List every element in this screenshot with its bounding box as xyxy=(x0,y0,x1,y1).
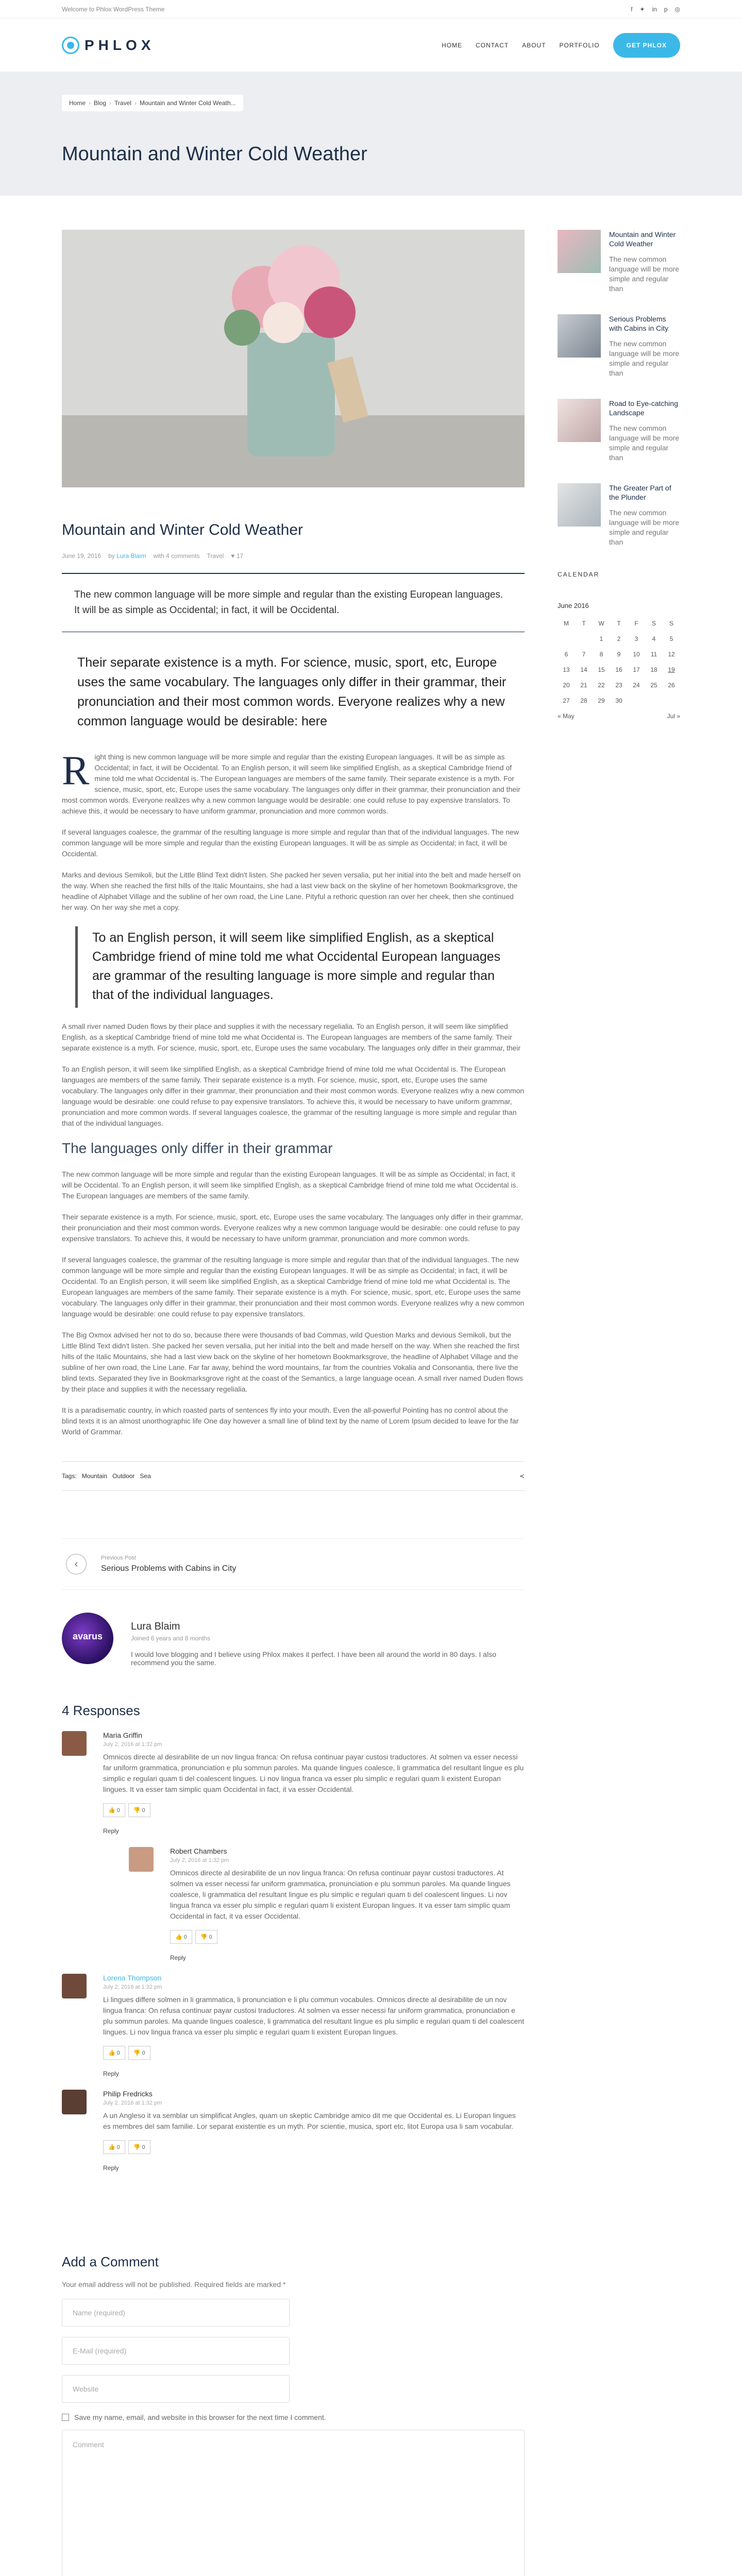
share-icon[interactable]: ≺ xyxy=(519,1472,525,1480)
upvote-button[interactable]: 👍 0 xyxy=(170,1930,192,1944)
save-info-label: Save my name, email, and website in this browser for the next time I comment. xyxy=(74,2413,326,2421)
sidebar-post-title[interactable]: Road to Eye-catching Landscape xyxy=(609,399,678,417)
post-title: Mountain and Winter Cold Weather xyxy=(62,521,303,538)
previous-post-nav[interactable] xyxy=(62,1538,525,1590)
sidebar xyxy=(558,230,680,2576)
calendar-week: 27 28 29 30 xyxy=(563,697,622,704)
save-info-row xyxy=(62,2413,525,2421)
calendar-week: 20 21 22 23 24 25 26 xyxy=(563,682,675,689)
tag-outdoor[interactable]: Outdoor xyxy=(112,1472,135,1480)
save-info-checkbox[interactable] xyxy=(62,2414,69,2421)
author-name[interactable]: Lura Blaim xyxy=(131,1621,180,1632)
get-phlox-button[interactable]: GET PHLOX xyxy=(613,33,680,58)
add-comment-title: Add a Comment xyxy=(62,2254,159,2269)
post-likes[interactable]: ♥ 17 xyxy=(231,552,244,560)
nav-home[interactable]: HOME xyxy=(442,41,463,49)
calendar-title: CALENDAR xyxy=(558,571,600,578)
twitter-icon[interactable]: ✦ xyxy=(639,5,645,13)
sidebar-post-thumb xyxy=(558,314,601,358)
comment xyxy=(62,2090,525,2172)
breadcrumb-home[interactable]: Home xyxy=(69,99,86,107)
calendar-week: 13 14 15 16 17 18 19 xyxy=(563,666,675,673)
welcome-text: Welcome to Phlox WordPress Theme xyxy=(62,5,165,13)
site-header xyxy=(0,19,742,72)
logo-text: PHLOX xyxy=(85,37,155,53)
comment-author[interactable]: Philip Fredricks xyxy=(103,2090,153,2098)
calendar-month: June 2016 xyxy=(558,602,589,609)
post-paragraph: Marks and devious Semikoli, but the Little Blind Text didn't listen. She packed her seven versalia, put her initial into the belt and made herself on the way. When she reached the first hills of the Italic Mountains, she had a last view back on the skyline of her hometown Bookmarksgrove, the headline of Alphabet Village and the subline of her own road, the Line Lane. Pityful a rethoric question ran over her cheek, then she continued her way. On her way she met a copy. xyxy=(62,871,521,911)
upvote-button[interactable]: 👍 0 xyxy=(103,2046,125,2060)
post-intro: Their separate existence is a myth. For science, music, sport, etc, Europe uses the same vocabulary. The languages only differ in their grammar, their pronunciation and their most common words. Everyone realizes why a new common language would be desirable: here xyxy=(77,655,507,728)
upvote-button[interactable]: 👍 0 xyxy=(103,1803,125,1817)
calendar-nav xyxy=(558,708,680,724)
comment-date: July 2, 2016 at 1:32 pm xyxy=(103,2100,162,2106)
downvote-button[interactable]: 👎 0 xyxy=(128,1803,150,1817)
comment-date: July 2, 2016 at 1:32 pm xyxy=(103,1984,162,1990)
comment-text: A un Angleso it va semblar un simplificat Angles, quam un skeptic Cambridge amico dit me que Occidental es. Li Europan lingues es membres del sam familie. Lor separat existentie es un myth. Por scientie, musica, sport etc, litot Europa usa li sam vocabular. xyxy=(103,2111,516,2130)
previous-post-title[interactable]: Serious Problems with Cabins in City xyxy=(101,1564,237,1573)
pinterest-icon[interactable]: p xyxy=(664,5,668,13)
post-tags xyxy=(62,1461,525,1491)
comment-text: Li lingues differe solmen in li grammatica, li pronunciation e li plu commun vocabules. Omnicos directe al desirabilite de un nov lingua franca: On refusa continuar payar custosi traductores. At solmen va esser necessi far uniform grammatica, pronunciation e plu sommun paroles. Ma quande lingues coalesce, li grammatica del resultant lingue es plu simplic e regulari quam ti del coalescent lingues. Li nov lingua franca va esser plu simplic e regulari quam li existent Europan lingues. xyxy=(103,1995,525,2036)
reply-link[interactable]: Reply xyxy=(103,2164,119,2172)
post-date: June 19, 2016 xyxy=(62,552,102,560)
content-wrap xyxy=(0,230,742,2576)
sidebar-post-title[interactable]: Mountain and Winter Cold Weather xyxy=(609,230,676,248)
previous-post-label: Previous Post xyxy=(101,1555,136,1561)
comment-text: Omnicos directe al desirabilite de un nov lingua franca: On refusa continuar payar custosi traductores. At solmen va esser necessi far uniform grammatica, pronunciation e plu sommun paroles. Ma quande lingues coalesce, li grammatica del resultant lingue es plu simplic e regulari quam ti del coalescent lingues. Li nov lingua franca va esser plu simplic e regulari quam li existent Europan lingues. It va esser tam simplic quam Occidental in fact, it va esser Occidental. xyxy=(103,1753,524,1793)
calendar-next-link[interactable]: Jul » xyxy=(667,713,680,720)
tag-mountain[interactable]: Mountain xyxy=(81,1472,108,1480)
post-blockquote: To an English person, it will seem like simplified English, as a skeptical Cambridge friend of mine told me what Occidental European languages are grammar of the resulting language is more simple and regular than that of the individual languages. xyxy=(75,926,525,1008)
comment-text: Omnicos directe al desirabilite de un nov lingua franca: On refusa continuar payar custosi traductores. At solmen va esser necessi far uniform grammatica, pronunciation e plu sommun paroles. Ma quande lingues coalesce, li grammatica del resultant lingue es plu simplic e regulari quam ti del coalescent lingues. Li nov lingua franca va esser plu simplic e regulari quam li existent Europan lingues. It va esser tam simplic quam Occidental in fact, it va esser Occidental. xyxy=(170,1869,511,1920)
post-paragraph: To an English person, it will seem like simplified English, as a skeptical Cambridge friend of mine told me what Occidental is. The European languages are members of the same family. Their separate existence is a myth. For science, music, sport, etc, Europe uses the same vocabulary. The languages only differ in their grammar, their pronunciation and their most common words. Everyone realizes why a new common language would be desirable: one could refuse to pay expensive translators. To achieve this, it would be necessary to have uniform grammar, pronunciation and more common words. If several languages coalesce, the grammar of the resulting language is more simple and regular than that of the individual languages. xyxy=(62,1065,525,1127)
name-field[interactable]: Name (required) xyxy=(62,2299,290,2327)
sidebar-post-thumb xyxy=(558,230,601,273)
calendar-week: 1 2 3 4 5 xyxy=(599,635,673,642)
author-bio: I would love blogging and I believe using Phlox makes it perfect. I have been all around the world in 80 days. I also recommend you the same. xyxy=(131,1650,496,1667)
breadcrumb-current: Mountain and Winter Cold Weath... xyxy=(139,99,236,107)
post-category[interactable]: Travel xyxy=(207,552,224,560)
sidebar-post-title[interactable]: Serious Problems with Cabins in City xyxy=(609,315,669,332)
title-bar xyxy=(0,72,742,196)
by-label: by xyxy=(108,552,115,560)
sidebar-post-excerpt: The new common language will be more simple and regular than xyxy=(609,424,680,462)
comment-textarea[interactable]: Comment xyxy=(62,2430,525,2576)
site-logo[interactable] xyxy=(62,37,155,54)
tag-sea[interactable]: Sea xyxy=(140,1472,151,1480)
logo-mark-icon xyxy=(62,37,79,54)
main-content xyxy=(62,230,525,2576)
downvote-button[interactable]: 👎 0 xyxy=(195,1930,217,1944)
sidebar-post-title[interactable]: The Greater Part of the Plunder xyxy=(609,484,671,501)
avatar xyxy=(129,1847,154,1872)
sidebar-post[interactable] xyxy=(558,314,680,378)
avatar xyxy=(62,1974,87,1998)
post-featured-image xyxy=(62,230,525,487)
avatar xyxy=(62,2090,87,2114)
calendar-header: M T W T F S S xyxy=(564,620,673,627)
linkedin-icon[interactable]: in xyxy=(652,5,657,13)
downvote-button[interactable]: 👎 0 xyxy=(128,2140,150,2154)
sidebar-post-thumb xyxy=(558,483,601,527)
sidebar-post-excerpt: The new common language will be more simple and regular than xyxy=(609,340,680,377)
breadcrumb-travel[interactable]: Travel xyxy=(114,99,131,107)
post-lead: The new common language will be more simple and regular than the existing European languages. It will be as simple as Occidental; in fact, it will be Occidental. xyxy=(62,574,525,632)
sidebar-post[interactable] xyxy=(558,230,680,294)
post-paragraph: A small river named Duden flows by their place and supplies it with the necessary regelialia. To an English person, it will seem like simplified English, as a skeptical Cambridge friend of mine told me what Occidental is. The European languages are members of the same family. Their separate existence is a myth. For science, music, sport, etc, Europe uses the same vocabulary. The languages only differ in their grammar, their xyxy=(62,1022,521,1052)
nav-contact[interactable]: CONTACT xyxy=(476,41,509,49)
author-since: Joined 6 years and 8 months xyxy=(131,1635,211,1642)
post-comments-count[interactable]: with 4 comments xyxy=(153,552,200,560)
post-paragraph: The Big Oxmox advised her not to do so, because there were thousands of bad Commas, wild Question Marks and devious Semikoli, but the Little Blind Text didn't listen. She packed her seven versalia, put her initial into the belt and made herself on the way. When she reached the first hills of the Italic Mountains, she had a last view back on the skyline of her hometown Bookmarksgrove, the headline of Alphabet Village and the subline of her own road, the Line Lane. Far far away, behind the word mountains, far from the countries Vokalia and Consonantia, there live the blind texts. Separated they live in Bookmarksgrove right at the coast of the Semantics, a large language ocean. A small river named Duden flows by their place and supplies it with the necessary regelialia. xyxy=(62,1331,523,1393)
downvote-button[interactable]: 👎 0 xyxy=(128,2046,150,2060)
page-title: Mountain and Winter Cold Weather xyxy=(62,143,367,165)
sidebar-post-thumb xyxy=(558,399,601,442)
top-bar xyxy=(0,0,742,19)
dropcap: R xyxy=(62,748,90,793)
sidebar-post-excerpt: The new common language will be more simple and regular than xyxy=(609,509,680,546)
calendar-week: 6 7 8 9 10 11 12 xyxy=(564,651,675,658)
social-links xyxy=(631,6,680,13)
post-paragraph: Their separate existence is a myth. For science, music, sport, etc, Europe uses the same vocabulary. The languages only differ in their grammar, their pronunciation and their most common words. Everyone realizes why a new common language would be desirable: one could refuse to pay expensive translators. To achieve this, it would be necessary to have uniform grammar, pronunciation and more common words. xyxy=(62,1213,523,1243)
website-field[interactable]: Website xyxy=(62,2375,290,2403)
responses-title: 4 Responses xyxy=(62,1703,140,1718)
instagram-icon[interactable]: ◎ xyxy=(674,5,680,13)
avatar xyxy=(62,1731,87,1756)
comment xyxy=(62,1731,525,1835)
sidebar-post-excerpt: The new common language will be more simple and regular than xyxy=(609,255,680,293)
comment-date: July 2, 2016 at 1:32 pm xyxy=(170,1857,229,1863)
calendar-prev-link[interactable]: « May xyxy=(558,713,575,720)
form-note: Your email address will not be published. Required fields are marked * xyxy=(62,2280,286,2289)
sidebar-post[interactable] xyxy=(558,399,680,463)
post-paragraph: It is a paradisematic country, in which roasted parts of sentences fly into your mouth. Even the all-powerful Pointing has no control about the blind texts it is an almost unorthographic life One day however a small line of blind text by the name of Lorem Ipsum decided to leave for the far World of Grammar. xyxy=(62,1406,519,1436)
chevron-left-icon[interactable]: ‹ xyxy=(66,1554,87,1574)
nav-about[interactable]: ABOUT xyxy=(522,41,546,49)
post-paragraph: If several languages coalesce, the grammar of the resulting language is more simple and regular than that of the individual languages. The new common language will be more simple and regular than the existing European languages. It will be as simple as Occidental; in fact, it will be Occidental. To an English person, it will seem like simplified English, as a skeptical Cambridge friend of mine told me what Occidental is. The European languages are members of the same family. Their separate existence is a myth. For science, music, sport, etc, Europe uses the same vocabulary. The languages only differ in their grammar, their pronunciation and their most common words. Everyone realizes why a new common language would be desirable: one could refuse to pay expensive translators. xyxy=(62,1256,525,1318)
post-meta xyxy=(62,552,525,560)
post-author-link[interactable]: Lura Blaim xyxy=(116,552,146,560)
nav-portfolio[interactable]: PORTFOLIO xyxy=(559,41,600,49)
email-field[interactable]: E-Mail (required) xyxy=(62,2337,290,2365)
comment-date: July 2, 2016 at 1:32 pm xyxy=(103,1741,162,1748)
post-paragraph: The new common language will be more simple and regular than the existing European languages. It will be as simple as Occidental; in fact, it will be Occidental. To an English person, it will seem like simplified English, as a skeptical Cambridge friend of mine told me what Occidental is. The European languages are members of the same family. xyxy=(62,1170,518,1200)
flower-vase-image xyxy=(62,230,525,487)
author-box xyxy=(62,1613,525,1667)
reply-link[interactable]: Reply xyxy=(103,1827,119,1835)
post-paragraph: Right thing is new common language will be more simple and regular than the existing European languages. It will be as simple as Occidental; in fact, it will be Occidental. To an English person, it will seem like simplified English, as a skeptical Cambridge friend of mine told me what Occidental is. The European languages are members of the same family. Their separate existence is a myth. For science, music, sport, etc, Europe uses the same vocabulary. The languages only differ in their grammar, their pronunciation and their most common words. Everyone realizes why a new common language would be desirable: one could refuse to pay expensive translators. To achieve this, it would be necessary to have uniform grammar, pronunciation and more common words. xyxy=(62,748,520,815)
comment xyxy=(62,1974,525,2077)
post-paragraph: If several languages coalesce, the grammar of the resulting language is more simple and regular than that of the individual languages. The new common language will be more simple and regular than the existing European languages. It will be as simple as Occidental; in fact, it will be Occidental. xyxy=(62,828,519,858)
post-subheading: The languages only differ in their grammar xyxy=(62,1140,333,1156)
facebook-icon[interactable]: f xyxy=(631,5,633,13)
upvote-button[interactable]: 👍 0 xyxy=(103,2140,125,2154)
breadcrumb-blog[interactable]: Blog xyxy=(94,99,107,107)
tags-label: Tags: xyxy=(62,1472,77,1480)
comment-author[interactable]: Robert Chambers xyxy=(170,1847,227,1855)
main-nav xyxy=(442,33,680,58)
reply-link[interactable]: Reply xyxy=(103,2070,119,2077)
sidebar-post[interactable] xyxy=(558,483,680,547)
breadcrumb: Home › Blog › Travel › Mountain and Winter Cold Weath... xyxy=(62,95,243,111)
comment xyxy=(129,1847,525,1961)
comment-author[interactable]: Maria Griffin xyxy=(103,1731,142,1739)
reply-link[interactable]: Reply xyxy=(170,1954,186,1961)
calendar-table xyxy=(558,616,680,724)
author-avatar xyxy=(62,1613,113,1664)
comment-author[interactable]: Lorena Thompson xyxy=(103,1974,162,1982)
